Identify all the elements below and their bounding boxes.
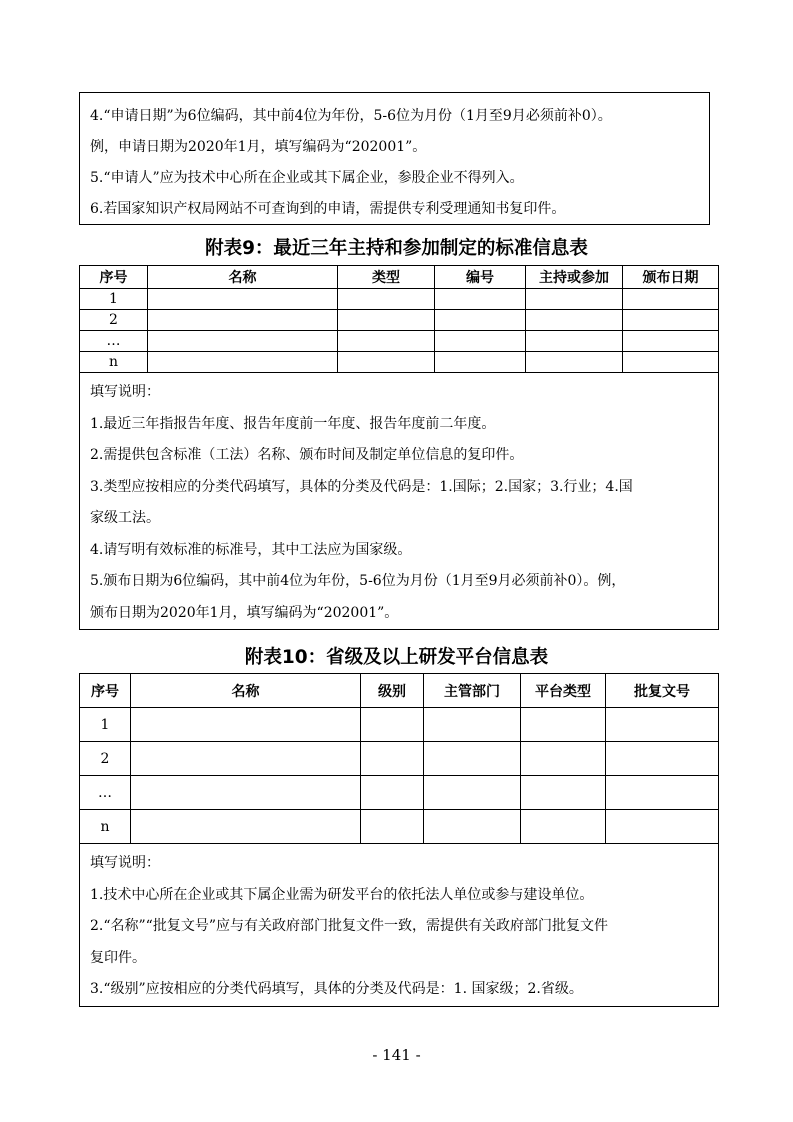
empty-cell[interactable] <box>521 708 606 742</box>
note-line: 2.“名称”“批复文号”应与有关政府部门批复文件一致，需提供有关政府部门批复文件 <box>90 918 608 934</box>
empty-cell[interactable] <box>521 810 606 844</box>
empty-cell[interactable] <box>424 742 521 776</box>
col-header-index: 序号 <box>80 266 148 289</box>
note-line: 家级工法。 <box>90 510 160 526</box>
table-row <box>80 331 719 352</box>
empty-cell[interactable] <box>606 776 719 810</box>
empty-cell[interactable] <box>623 289 719 310</box>
row-index: 2 <box>80 310 148 331</box>
note-line: 3.类型应按相应的分类代码填写，具体的分类及代码是：1.国际；2.国家；3.行业；4.国 <box>90 478 633 495</box>
empty-cell[interactable] <box>521 742 606 776</box>
table10-notes-row <box>80 844 719 1007</box>
note-line: 3.“级别”应按相应的分类代码填写，具体的分类及代码是：1. 国家级；2.省级。 <box>90 981 583 997</box>
empty-cell[interactable] <box>424 810 521 844</box>
page-number: - 141 - <box>372 1046 421 1064</box>
row-index: 1 <box>80 708 131 742</box>
note-line: 5.颁布日期为6位编码，其中前4位为年份，5-6位为月份（1月至9月必须前补0）。例， <box>90 573 626 589</box>
empty-cell[interactable] <box>361 810 424 844</box>
empty-cell[interactable] <box>606 810 719 844</box>
empty-cell[interactable] <box>338 331 435 352</box>
row-index: 1 <box>80 289 148 310</box>
table-row <box>80 289 719 310</box>
note-line: 复印件。 <box>90 949 146 966</box>
empty-cell[interactable] <box>526 289 623 310</box>
note-line: 6.若国家知识产权局网站不可查询到的申请，需提供专利受理通知书复印件。 <box>90 201 566 217</box>
empty-cell[interactable] <box>526 352 623 373</box>
table-row <box>80 776 719 810</box>
note-line: 5.“申请人”应为技术中心所在企业或其下属企业，参股企业不得列入。 <box>90 170 524 186</box>
col-header-date: 颁布日期 <box>623 266 719 289</box>
empty-cell[interactable] <box>361 742 424 776</box>
row-index: … <box>80 331 148 352</box>
empty-cell[interactable] <box>131 776 361 810</box>
table-row <box>80 708 719 742</box>
empty-cell[interactable] <box>361 776 424 810</box>
empty-cell[interactable] <box>435 289 526 310</box>
table9-notes <box>80 373 719 630</box>
row-index: n <box>80 352 148 373</box>
empty-cell[interactable] <box>148 331 338 352</box>
note-line: 4.“申请日期”为6位编码，其中前4位为年份，5-6位为月份（1月至9月必须前补0）。 <box>90 108 612 124</box>
empty-cell[interactable] <box>424 708 521 742</box>
previous-table-notes <box>79 92 710 225</box>
col-header-name: 名称 <box>131 674 361 708</box>
notes-heading: 填写说明： <box>90 384 160 400</box>
table9-title: 附表9：最近三年主持和参加制定的标准信息表 <box>205 238 588 259</box>
table10-notes <box>80 844 719 1007</box>
table9 <box>79 265 719 630</box>
empty-cell[interactable] <box>131 810 361 844</box>
table-row <box>80 742 719 776</box>
empty-cell[interactable] <box>435 331 526 352</box>
table9-header-row <box>80 266 719 289</box>
empty-cell[interactable] <box>521 776 606 810</box>
note-line: 例，申请日期为2020年1月，填写编码为“202001”。 <box>90 139 427 155</box>
col-header-name: 名称 <box>148 266 338 289</box>
note-line: 1.技术中心所在企业或其下属企业需为研发平台的依托法人单位或参与建设单位。 <box>90 886 594 903</box>
col-header-code: 编号 <box>435 266 526 289</box>
empty-cell[interactable] <box>338 352 435 373</box>
empty-cell[interactable] <box>606 708 719 742</box>
empty-cell[interactable] <box>623 310 719 331</box>
empty-cell[interactable] <box>338 310 435 331</box>
empty-cell[interactable] <box>526 310 623 331</box>
empty-cell[interactable] <box>424 776 521 810</box>
col-header-platform-type: 平台类型 <box>521 674 606 708</box>
empty-cell[interactable] <box>526 331 623 352</box>
empty-cell[interactable] <box>131 742 361 776</box>
notes-heading: 填写说明： <box>90 855 160 871</box>
empty-cell[interactable] <box>338 289 435 310</box>
note-line: 2.需提供包含标准（工法）名称、颁布时间及制定单位信息的复印件。 <box>90 447 524 463</box>
table10-title: 附表10：省级及以上研发平台信息表 <box>244 647 549 668</box>
table-row <box>80 310 719 331</box>
table-row <box>80 810 719 844</box>
empty-cell[interactable] <box>435 352 526 373</box>
empty-cell[interactable] <box>131 708 361 742</box>
col-header-approval-no: 批复文号 <box>606 674 719 708</box>
table10 <box>79 673 719 1007</box>
table9-notes-row <box>80 373 719 630</box>
empty-cell[interactable] <box>148 352 338 373</box>
note-line: 4.请写明有效标准的标准号，其中工法应为国家级。 <box>90 541 412 558</box>
empty-cell[interactable] <box>435 310 526 331</box>
note-line: 颁布日期为2020年1月，填写编码为“202001”。 <box>90 604 399 621</box>
empty-cell[interactable] <box>623 352 719 373</box>
empty-cell[interactable] <box>606 742 719 776</box>
col-header-department: 主管部门 <box>424 674 521 708</box>
table-row <box>80 352 719 373</box>
col-header-type: 类型 <box>338 266 435 289</box>
col-header-index: 序号 <box>80 674 131 708</box>
row-index: 2 <box>80 742 131 776</box>
table10-header-row <box>80 674 719 708</box>
col-header-role: 主持或参加 <box>526 266 623 289</box>
row-index: n <box>80 810 131 844</box>
row-index: … <box>80 776 131 810</box>
empty-cell[interactable] <box>623 331 719 352</box>
empty-cell[interactable] <box>148 310 338 331</box>
empty-cell[interactable] <box>148 289 338 310</box>
col-header-level: 级别 <box>361 674 424 708</box>
note-line: 1.最近三年指报告年度、报告年度前一年度、报告年度前二年度。 <box>90 415 496 432</box>
empty-cell[interactable] <box>361 708 424 742</box>
